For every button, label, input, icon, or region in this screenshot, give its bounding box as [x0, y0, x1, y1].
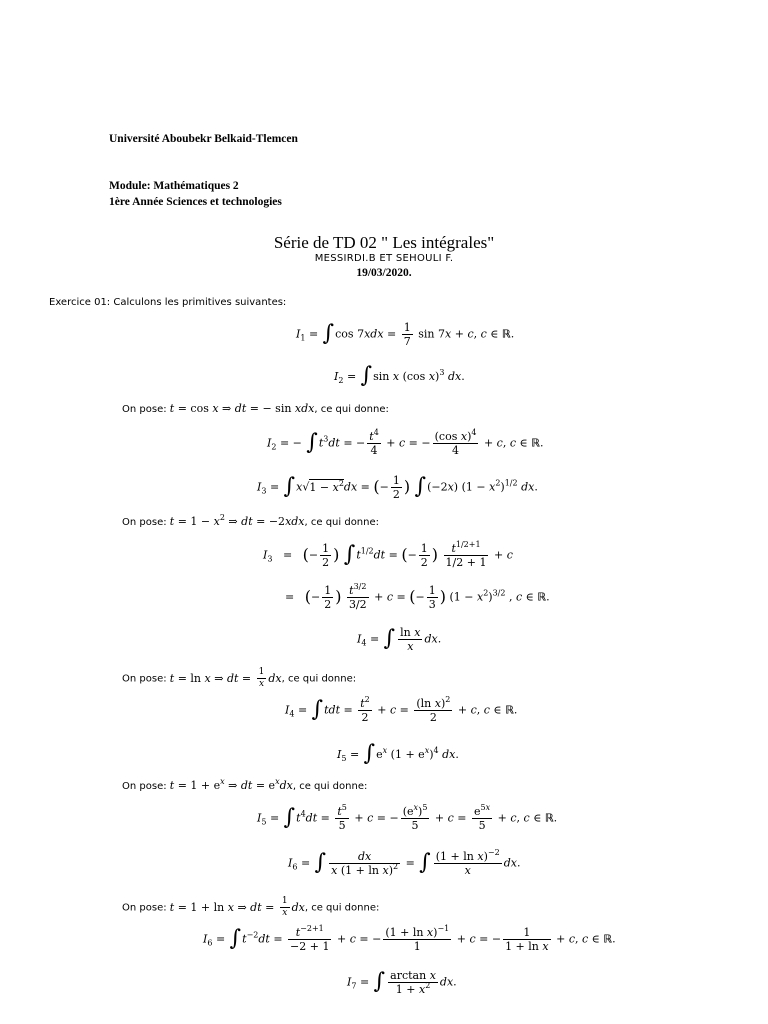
substitution-I4: On pose: t = ln x ⇒ dt = $\frac{1}{x}$ dx, ce qui donne:	[122, 667, 357, 689]
substitution-I6: On pose: t = 1 + ln x ⇒ dt = $\frac{1}{x}$ dx, ce qui donne:	[122, 896, 380, 918]
equation-I3-result-1: $I_3$ = (− $\frac{1}{2}$ ) $\int t^{1/2}dt$ = (− $\frac{1}{2}$ ) $\frac{t^{1/2+1}}{1/2 + 1}$ + c	[263, 540, 513, 569]
equation-I2: $I_2 = \int\sin$ x (cos x)$^3$ dx.	[334, 363, 465, 388]
exercise-statement: Calculons les primitives suivantes:	[113, 297, 287, 308]
equation-I4-result: $I_4 = \int tdt$ = $\frac{t^2}{2}$ + c = $\frac{(\ln x)^2}{2}$ + c, c ∈ ℝ.	[285, 695, 518, 724]
equation-I5-result: $I_5 = \int t^4dt$ = $\frac{t^5}{5}$ + c = − $\frac{(e^x)^5}{5}$ + c = $\frac{e^{5x}}{5}$ + c, c ∈ ℝ.	[257, 803, 558, 832]
equation-I6: $I_6$ = ∫ $\frac{dx}{x (1 + \ln x)^2}$ = ∫ $\frac{(1 + \ln x)^{-2}}{x}$ dx.	[288, 848, 521, 877]
equation-I3: $I_3 = \int x√1 - x^2dx$ = (− $\frac{1}{2}$ ) ∫(−2x) $(1 - x^2)^{1/2}$ dx.	[257, 473, 538, 501]
module-name: Module: Mathématiques 2	[109, 180, 239, 192]
equation-I3-result-2: = (− $\frac{1}{2}$ ) $\frac{t^{3/2}}{3/2}$ + c = (− $\frac{1}{3}$ ) $(1 - x^2)^{3/2}$ , c ∈ ℝ.	[285, 582, 550, 611]
equation-I6-result: $I_6 = \int t^{-2}dt$ = $\frac{t^{-2+1}}{-2 + 1}$ + c = − $\frac{(1 + \ln x)^{-1}}{1}$ + c = − $\frac{1}{\text{1 + ln x}}$ + c, c ∈ ℝ.	[203, 924, 616, 953]
substitution-I5: On pose: $t = 1 + e^x$ ⇒ dt = $e^xdx$, ce qui donne:	[122, 777, 368, 792]
authors: MESSIRDI.B ET SEHOULI F.	[314, 253, 454, 264]
university-name: Université Aboubekr Belkaid-Tlemcen	[109, 133, 298, 145]
study-level: 1ère Année Sciences et technologies	[109, 196, 282, 208]
substitution-I2: On pose: t = cos x ⇒ dt = − sin xdx, ce qui donne:	[122, 402, 389, 415]
equation-I4: $I_4$ = ∫ $\frac{\text{ln x}}{x}$ dx.	[357, 625, 442, 653]
equation-I7: $I_7$ = ∫ $\frac{\text{arctan x}}{1 + x^2}$ dx.	[347, 968, 457, 996]
substitution-I3: On pose: $t = 1 - x^2$ ⇒ dt = −2xdx, ce qui donne:	[122, 513, 380, 528]
exercise-label: Exercice 01:	[49, 297, 111, 308]
exercise-line	[49, 297, 286, 308]
date: 19/03/2020.	[356, 267, 412, 279]
series-title: Série de TD 02 " Les intégrales"	[273, 233, 495, 252]
equation-I2-result: $I_2$ = − $\int t^3dt$ = − $\frac{t^4}{4}$ + c = − $\frac{(\cos x)^4}{4}$ + c, c ∈ ℝ.	[267, 428, 544, 457]
equation-I5: $I_5 = \int e^x$ $(1 + e^x)^4$ dx.	[337, 741, 459, 766]
equation-I1: $I_1 = \int\cos$ 7xdx = $\frac{1}{7}$ sin 7x + c, c ∈ ℝ.	[296, 320, 515, 348]
